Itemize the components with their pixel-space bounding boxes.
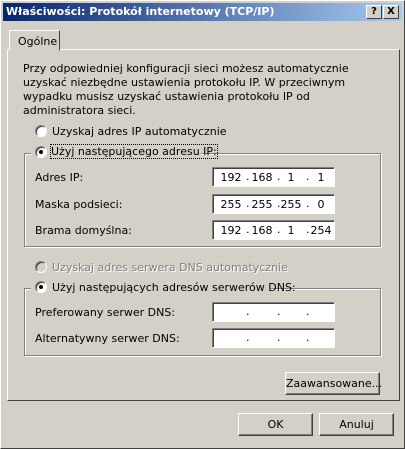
mask-octet-4: 0 xyxy=(317,198,325,211)
alternate-dns-input[interactable]: . . . xyxy=(212,328,335,348)
radio-ip-auto-label[interactable]: Uzyskaj adres IP automatycznie xyxy=(52,125,227,138)
cancel-button-label: Anuluj xyxy=(339,418,374,431)
ip-address-input[interactable]: 192 . 168 . 1 . 1 xyxy=(212,167,335,187)
gw-octet-4: 254 xyxy=(310,224,332,237)
mask-octet-3: 255 xyxy=(280,198,302,211)
radio-dns-manual-label[interactable]: Użyj następujących adresów serwerów DNS: xyxy=(52,281,296,294)
radio-dns-auto-label[interactable]: Uzyskaj adres serwera DNS automatycznie xyxy=(52,261,288,274)
help-button[interactable]: ? xyxy=(366,5,382,19)
tab-general[interactable] xyxy=(9,30,60,51)
ip-octet-3: 1 xyxy=(287,171,295,184)
ip-address-label: Adres IP: xyxy=(35,171,84,184)
title-bar[interactable] xyxy=(3,3,402,21)
preferred-dns-input[interactable]: . . . xyxy=(212,302,335,322)
radio-selected-dot xyxy=(39,285,43,289)
ip-octet-1: 192 xyxy=(220,171,242,184)
subnet-mask-label: Maska podsieci: xyxy=(35,198,123,211)
description-text: Przy odpowiedniej konfiguracji sieci możesz automatycznie uzyskać niezbędne ustawienia protokołu IP. W przeciwnym wypadku musisz uzyskać ustawienia protokołu IP od administratora sieci. xyxy=(23,62,349,117)
radio-dns-manual[interactable] xyxy=(35,281,47,293)
radio-selected-dot xyxy=(39,150,43,154)
mask-octet-2: 255 xyxy=(251,198,273,211)
radio-ip-manual[interactable] xyxy=(35,146,47,158)
ok-button[interactable] xyxy=(238,413,313,436)
preferred-dns-label: Preferowany serwer DNS: xyxy=(35,306,176,319)
tab-general-label: Ogólne xyxy=(18,35,58,48)
alternate-dns-label: Alternatywny serwer DNS: xyxy=(35,332,180,345)
ip-octet-2: 168 xyxy=(251,171,273,184)
ip-octet-4: 1 xyxy=(317,171,325,184)
radio-ip-auto[interactable] xyxy=(35,125,47,137)
gw-octet-2: 168 xyxy=(251,224,273,237)
ok-button-label: OK xyxy=(267,418,284,431)
advanced-button[interactable] xyxy=(285,372,383,395)
mask-octet-1: 255 xyxy=(220,198,242,211)
gateway-input[interactable]: 192 . 168 . 1 . 254 xyxy=(212,220,335,240)
subnet-mask-input[interactable]: 255 . 255 . 255 . 0 xyxy=(212,194,335,214)
close-button[interactable]: X xyxy=(383,5,399,19)
gw-octet-3: 1 xyxy=(287,224,295,237)
cancel-button[interactable] xyxy=(319,413,394,436)
window-title: Właściwości: Protokół internetowy (TCP/IP) xyxy=(6,5,275,18)
advanced-button-label: Zaawansowane... xyxy=(286,377,383,390)
gw-octet-1: 192 xyxy=(220,224,242,237)
radio-ip-manual-label[interactable]: Użyj następującego adresu IP: xyxy=(51,145,217,158)
radio-dns-auto[interactable] xyxy=(35,261,47,273)
gateway-label: Brama domyślna: xyxy=(35,224,132,237)
